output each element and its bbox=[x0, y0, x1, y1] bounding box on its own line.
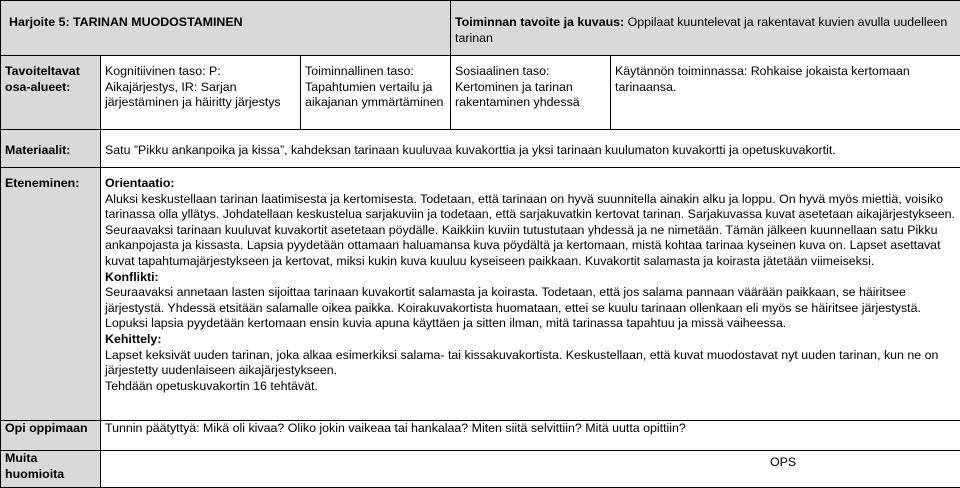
materials-row bbox=[1, 130, 960, 168]
targets-label: Tavoiteltavat osa-alueet: bbox=[1, 56, 101, 130]
notes-text: OPS bbox=[770, 455, 796, 469]
header-row bbox=[1, 1, 960, 56]
functional-level: Toiminnallinen taso: Tapahtumien vertailu ja aikajanan ymmärtäminen bbox=[301, 56, 451, 130]
notes-row bbox=[1, 451, 960, 488]
exercise-title: Harjoite 5: TARINAN MUODOSTAMINEN bbox=[1, 1, 451, 56]
cognitive-level: Kognitiivinen taso: P: Aikajärjestys, IR: Sarjan järjestäminen ja häiritty järjestys bbox=[101, 56, 301, 130]
notes-cell bbox=[101, 451, 960, 488]
conflict-heading: Konflikti: bbox=[105, 270, 956, 286]
goal-cell bbox=[451, 1, 960, 56]
exercise-line bbox=[105, 379, 956, 395]
goal-label: Toiminnan tavoite ja kuvaus: bbox=[455, 15, 624, 29]
progress-label: Eteneminen: bbox=[1, 168, 101, 421]
materials-text: Satu ”Pikku ankanpoika ja kissa”, kahdeksan tarinaan kuuluvaa kuvakorttia ja yksi tarinaan kuulumaton kuvakortti ja opetuskuvakortit. bbox=[101, 130, 960, 168]
conflict-text: Seuraavaksi annetaan lasten sijoittaa tarinaan kuvakortit salamasta ja koirasta. Todetaan, että jos salama pannaan väärään paikkaan, se häiritsee järjestystä. Yhdessä etsitään salamalle oikea paikka. Koirakuvakortista huomataan, ettei se kuulu tarinaan ollenkaan eli myös se häiritsee järjestystä. bbox=[105, 285, 956, 316]
orientation-heading: Orientaatio: bbox=[105, 176, 956, 192]
learn-row bbox=[1, 421, 960, 451]
materials-label: Materiaalit: bbox=[1, 130, 101, 168]
exercise-text: Tehdään opetuskuvakortin 16 tehtävät. bbox=[105, 379, 318, 393]
notes-label: Muita huomioita bbox=[1, 451, 101, 488]
orientation-text: Aluksi keskustellaan tarinan laatimisesta ja kertomisesta. Todetaan, että tarinaan on hyvä suunnitella ainakin alku ja loppu. On hyvä myös miettiä, voisiko tarinassa olla yllätys. Johdatellaan keskustelua sarjakuviin ja todetaan, että sarjakuvatkin kertovat tarinan. Sarjakuvassa kuvat asetetaan aikajärjestykseen. Seuraavaksi tarinaan kuuluvat kuvakortit asetetaan pöydälle. Kaikkiin kuviin tutustutaan yhdessä ja ne nimetään. Tämän jälkeen kuunnellaan satu Pikku ankanpojasta ja kissasta. Lapsia pyydetään ottamaan haluamansa kuva pöydältä ja kertomaan, mistä kohtaa tarinaa kyseinen kuva on. Lapset asettavat kuvat tapahtumajärjestykseen ja kertovat, miksi kukin kuva kuuluu kyseiseen paikkaan. Kuvakortit salamasta ja koirasta jätetään viimeiseksi. bbox=[105, 192, 956, 270]
progress-content bbox=[101, 168, 960, 421]
developed-heading: Kehittely: bbox=[105, 332, 956, 348]
targets-row bbox=[1, 56, 960, 130]
practice-text: Käytännön toiminnassa: Rohkaise jokaista kertomaan tarinaansa. bbox=[611, 56, 960, 130]
developed-text: Lapset keksivät uuden tarinan, joka alkaa esimerkiksi salama- tai kissakuvakortista. Keskustellaan, että kuvat muodostavat nyt uuden tarinan, kun ne on järjestetty uudenlaiseen aikajärjestykseen. bbox=[105, 348, 956, 379]
conflict-text-2: Lopuksi lapsia pyydetään kertomaan ensin kuvia apuna käyttäen ja sitten ilman, mitä tarinassa tapahtuu ja missä vaiheessa. bbox=[105, 316, 956, 332]
learn-label: Opi oppimaan bbox=[1, 421, 101, 451]
progress-row bbox=[1, 168, 960, 421]
social-level: Sosiaalinen taso: Kertominen ja tarinan rakentaminen yhdessä bbox=[451, 56, 611, 130]
learn-text: Tunnin päätyttyä: Mikä oli kivaa? Oliko jokin vaikeaa tai hankalaa? Miten siitä selvittiin? Mitä uutta opittiin? bbox=[101, 421, 960, 451]
goal-text: Oppilaat kuuntelevat ja rakentavat kuvien avulla uudelleen tarinan bbox=[455, 15, 947, 45]
